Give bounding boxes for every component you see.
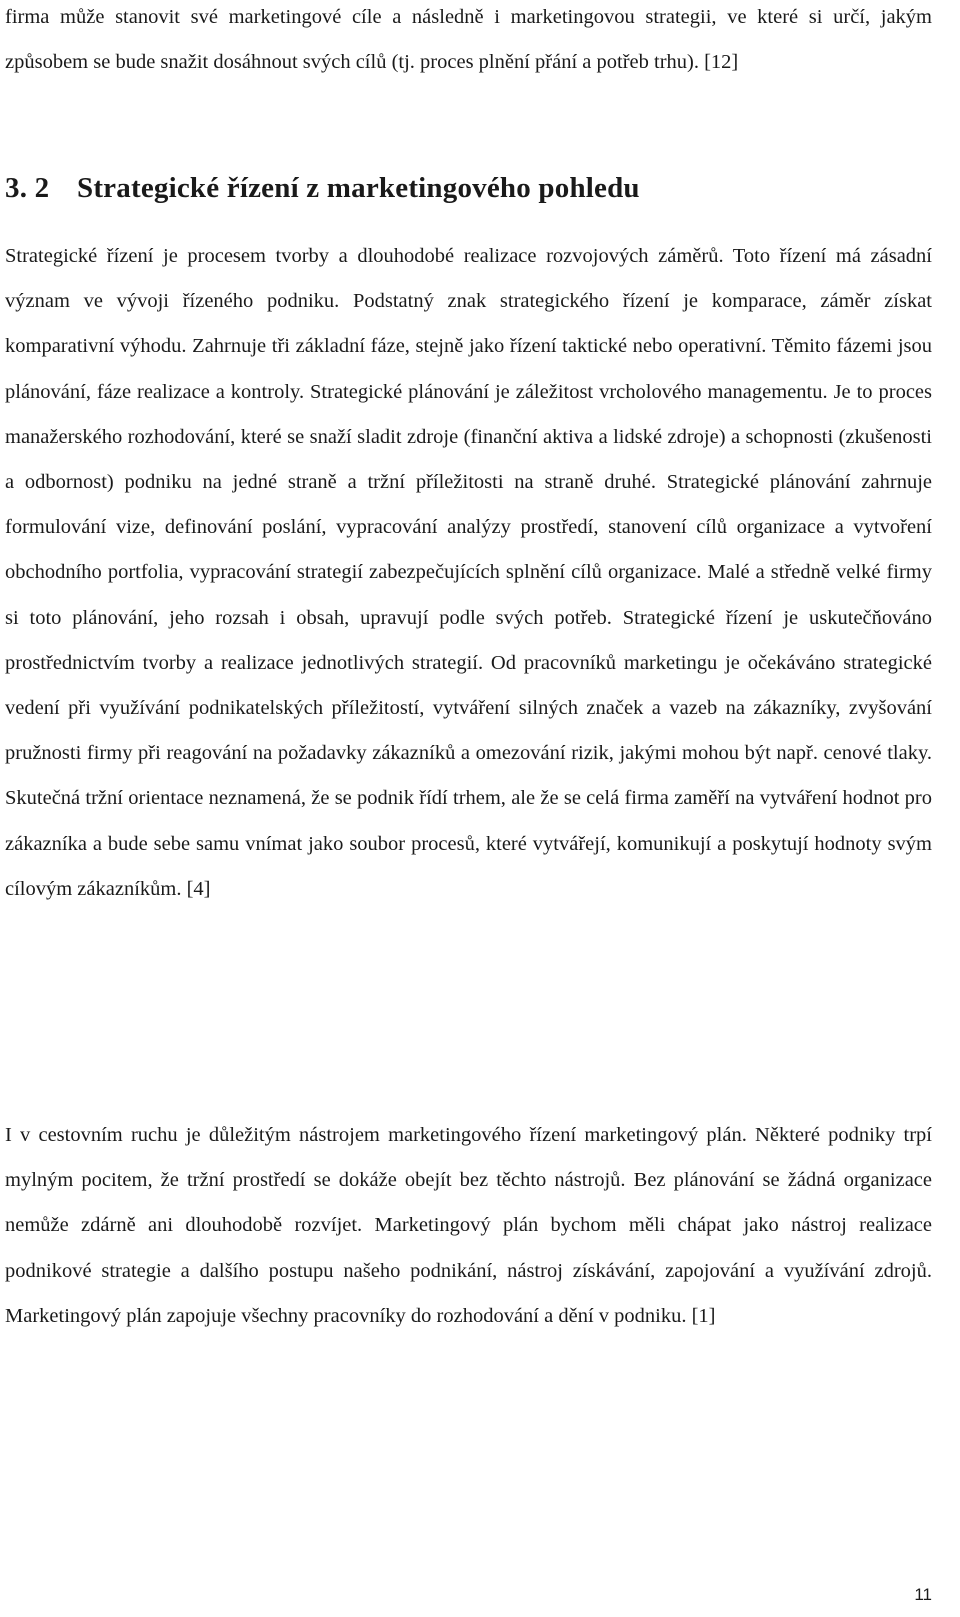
section-title: Strategické řízení z marketingového pohledu	[77, 172, 640, 204]
paragraph-strategic-management: Strategické řízení je procesem tvorby a dlouhodobé realizace rozvojových záměrů. Toto řízení má zásadní význam ve vývoji řízeného podniku. Podstatný znak strategického řízení je komparace, záměr získat komparativní výhodu. Zahrnuje tři základní fáze, stejně jako řízení taktické nebo operativní. Těmito fázemi jsou plánování, fáze realizace a kontroly. Strategické plánování je záležitost vrcholového managementu. Je to proces manažerského rozhodování, které se snaží sladit zdroje (finanční aktiva a lidské zdroje) a schopnosti (zkušenosti a odbornost) podniku na jedné straně a tržní příležitosti na straně druhé. Strategické plánování zahrnuje formulování vize, definování poslání, vypracování analýzy prostředí, stanovení cílů organizace a vytvoření obchodního portfolia, vypracování strategií zabezpečujících splnění cílů organizace. Malé a středně velké firmy si toto plánování, jeho rozsah i obsah, upravují podle svých potřeb. Strategické řízení je uskutečňováno prostřednictvím tvorby a realizace jednotlivých strategií. Od pracovníků marketingu je očekáváno strategické vedení při využívání podnikatelských příležitostí, vytváření silných značek a vazeb na zákazníky, zvyšování pružnosti firmy při reagování na požadavky zákazníků a omezování rizik, jakými mohou být např. cenové tlaky. Skutečná tržní orientace neznamená, že se podnik řídí trhem, ale že se celá firma zaměří na vytváření hodnot pro zákazníka a bude sebe samu vnímat jako soubor procesů, které vytvářejí, komunikují a poskytují hodnoty svým cílovým zákazníkům. [4]	[5, 245, 932, 900]
section-heading	[5, 168, 925, 208]
page-number: 11	[914, 1585, 932, 1604]
paragraph-tourism-marketing-plan: I v cestovním ruchu je důležitým nástrojem marketingového řízení marketingový plán. Některé podniky trpí mylným pocitem, že tržní prostředí se dokáže obejít bez těchto nástrojů. Bez plánování se žádná organizace nemůže zdárně ani dlouhodobě rozvíjet. Marketingový plán bychom měli chápat jako nástroj realizace podnikové strategie a dalšího postupu našeho podnikání, nástroj získávání, zapojování a využívání zdrojů. Marketingový plán zapojuje všechny pracovníky do rozhodování a dění v podniku. [1]	[5, 1124, 932, 1327]
paragraph-intro-continuation: firma může stanovit své marketingové cíle a následně i marketingovou strategii, ve které si určí, jakým způsobem se bude snažit dosáhnout svých cílů (tj. proces plnění přání a potřeb trhu). [12]	[5, 6, 932, 74]
section-number: 3. 2	[5, 172, 50, 204]
